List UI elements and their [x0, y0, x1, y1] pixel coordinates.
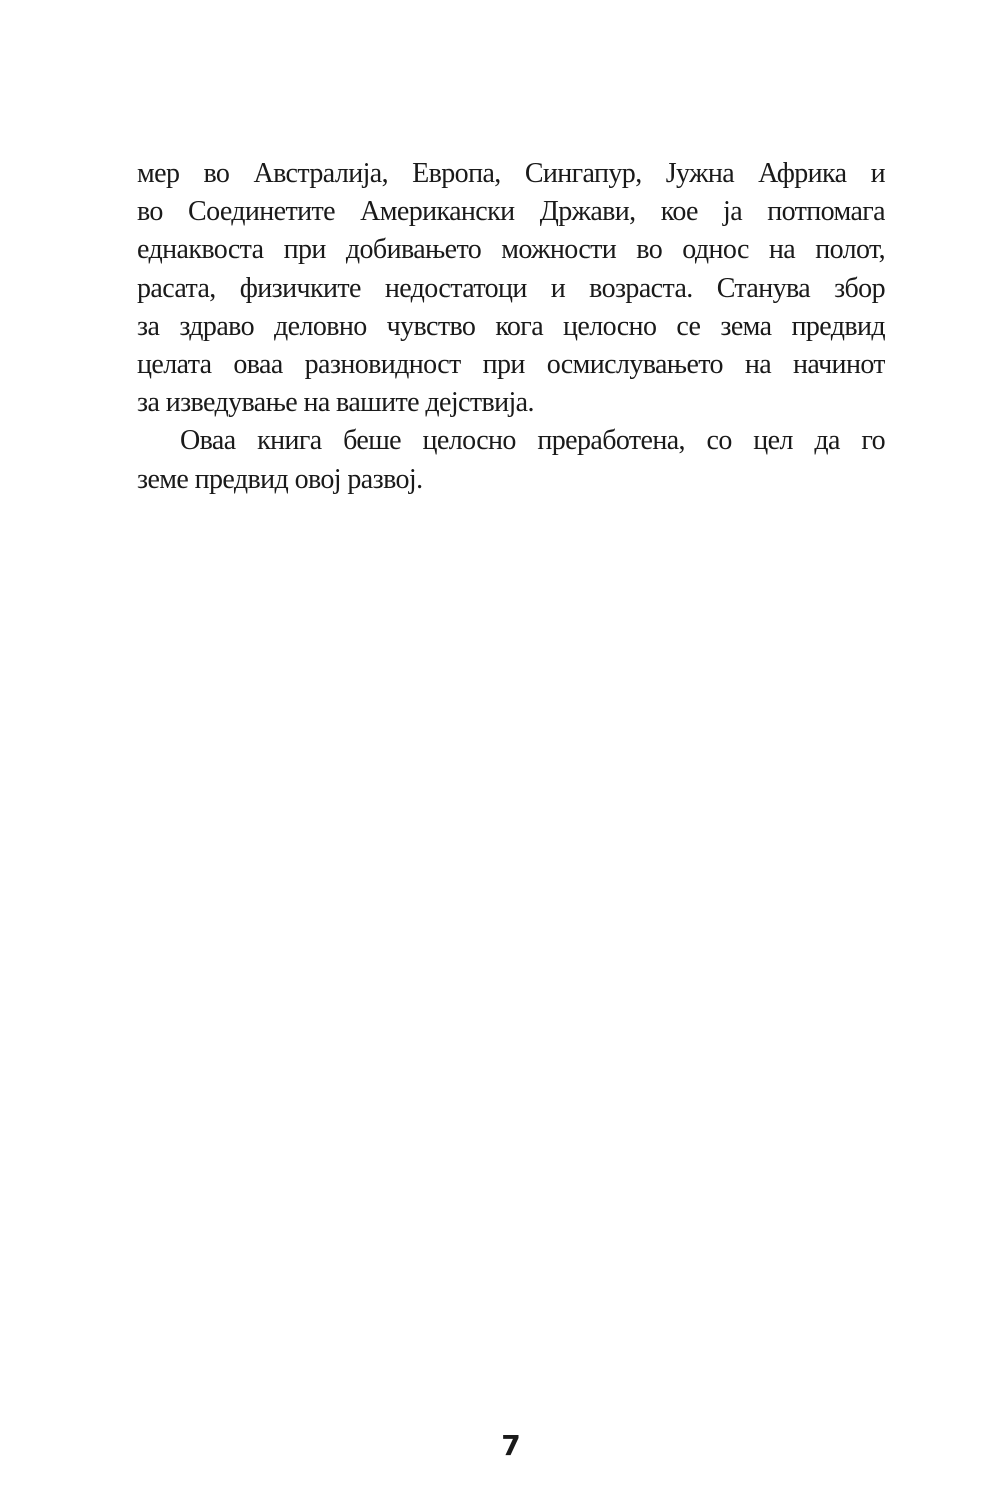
text-line: за изведување на вашите дејствија. [137, 387, 534, 419]
text-line: во Соединетите Американски Држави, кое ја потпомага [137, 196, 885, 228]
paragraph-2 [137, 422, 885, 498]
text-line: целата оваа разновидност при осмислувањето на начинот [137, 348, 885, 380]
page-number: 7 [501, 1429, 521, 1462]
text-line: мер во Австралија, Европа, Сингапур, Јужна Африка и [137, 158, 885, 189]
paragraph-1 [137, 155, 885, 422]
text-line: еднаквоста при добивањето можности во однос на полот, [137, 234, 885, 266]
text-line: земе предвид овој развој. [137, 463, 423, 495]
text-line: расата, физичките недостатоци и возраста. Станува збор [137, 272, 885, 304]
body-text [137, 155, 885, 499]
text-line: Оваа книга беше целосно преработена, со цел да го [180, 425, 885, 457]
text-line: за здраво деловно чувство кога целосно се зема предвид [137, 310, 885, 342]
